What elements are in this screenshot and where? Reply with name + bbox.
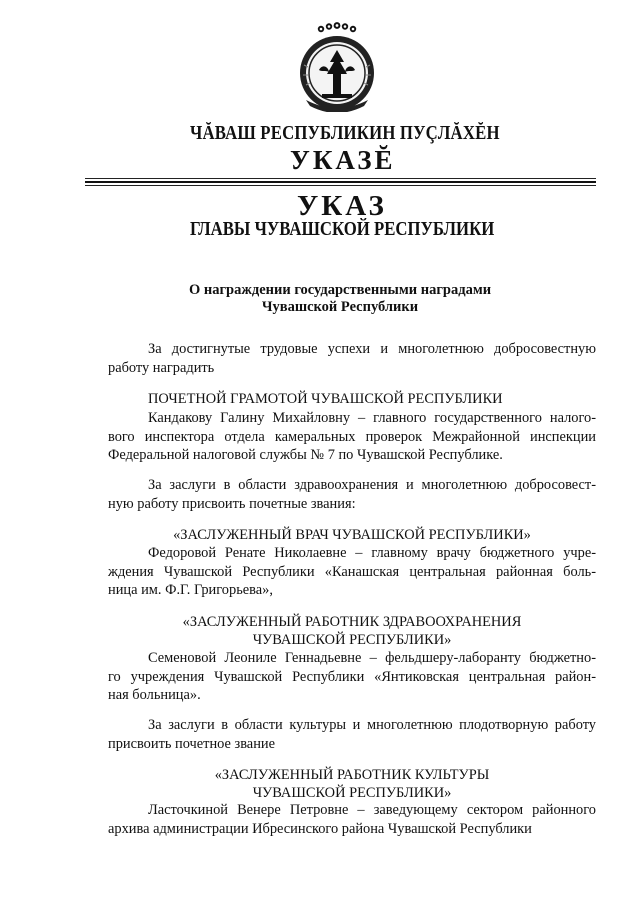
header-chuvash-title: ЧĂВАШ РЕСПУБЛИКИН ПУÇЛĂХĔН xyxy=(190,123,500,144)
award-1-line-1: Кандакову Галину Михайловну – главного государственного налого- xyxy=(148,410,596,426)
award-2-title xyxy=(108,526,596,544)
culture-line-1: За заслуги в области культуры и многолетнюю плодотворную работу xyxy=(148,717,596,733)
award-1-body xyxy=(108,409,596,465)
health-line-1: За заслуги в области здравоохранения и многолетнюю добросовест- xyxy=(148,477,596,493)
award-2-line-2: ждения Чувашской Республики «Канашская центральная районная боль- xyxy=(108,563,596,580)
intro-line-2: работу наградить xyxy=(108,359,215,376)
culture-paragraph xyxy=(108,716,596,753)
health-line-2: ную работу присвоить почетные звания: xyxy=(108,495,356,512)
intro-paragraph xyxy=(108,340,596,377)
award-3-title-line-1: «ЗАСЛУЖЕННЫЙ РАБОТНИК ЗДРАВООХРАНЕНИЯ xyxy=(182,614,522,630)
header-rule-top xyxy=(85,178,596,179)
award-4-body xyxy=(108,801,596,838)
award-2-line-1: Федоровой Ренате Николаевне – главному врачу бюджетного учре- xyxy=(148,545,596,561)
award-3-line-2: го учреждения Чувашской Республики «Янтиковская центральная район- xyxy=(108,668,596,685)
award-3-line-1: Семеновой Леониле Геннадьевне – фельдшеру-лаборанту бюджетно- xyxy=(148,650,596,666)
award-2-body xyxy=(108,544,596,600)
coat-of-arms-icon xyxy=(292,20,382,112)
subject-line-1: О награждении государственными наградами xyxy=(188,282,492,298)
award-3-line-3: ная больница». xyxy=(108,687,201,703)
health-paragraph xyxy=(108,476,596,513)
header-chuvash-ukaze: УКАЗĔ xyxy=(290,145,396,175)
header-rule-middle xyxy=(85,181,596,183)
award-4-line-1: Ласточкиной Венере Петровне – заведующему сектором районного xyxy=(148,802,596,818)
intro-line-1: За достигнутые трудовые успехи и многолетнюю добросовестную xyxy=(148,341,596,357)
award-2-title-line: «ЗАСЛУЖЕННЫЙ ВРАЧ ЧУВАШСКОЙ РЕСПУБЛИКИ» xyxy=(173,527,531,543)
award-2-line-3: ница им. Ф.Г. Григорьева», xyxy=(108,582,273,598)
header-ukaz: УКАЗ xyxy=(297,190,387,222)
decree-subject xyxy=(150,282,530,316)
subject-line-2: Чувашской Республики xyxy=(261,299,419,315)
award-4-line-2: архива администрации Ибресинского района Чувашской Республики xyxy=(108,820,532,837)
award-4-title-line-1: «ЗАСЛУЖЕННЫЙ РАБОТНИК КУЛЬТУРЫ xyxy=(214,767,490,783)
culture-line-2: присвоить почетное звание xyxy=(108,735,275,752)
header-rule-bottom xyxy=(85,185,596,186)
award-3-title xyxy=(108,613,596,649)
award-4-title xyxy=(108,766,596,802)
award-3-title-line-2: ЧУВАШСКОЙ РЕСПУБЛИКИ» xyxy=(252,632,452,648)
header-head-of-republic: ГЛАВЫ ЧУВАШСКОЙ РЕСПУБЛИКИ xyxy=(190,219,495,240)
award-1-title: ПОЧЕТНОЙ ГРАМОТОЙ ЧУВАШСКОЙ РЕСПУБЛИКИ xyxy=(148,391,503,407)
award-4-title-line-2: ЧУВАШСКОЙ РЕСПУБЛИКИ» xyxy=(252,785,452,801)
award-3-body xyxy=(108,649,596,705)
award-1-line-3: Федеральной налоговой службы № 7 по Чувашской Республике. xyxy=(108,447,503,463)
award-1-line-2: вого инспектора отдела камеральных проверок Межрайонной инспекции xyxy=(108,428,596,445)
